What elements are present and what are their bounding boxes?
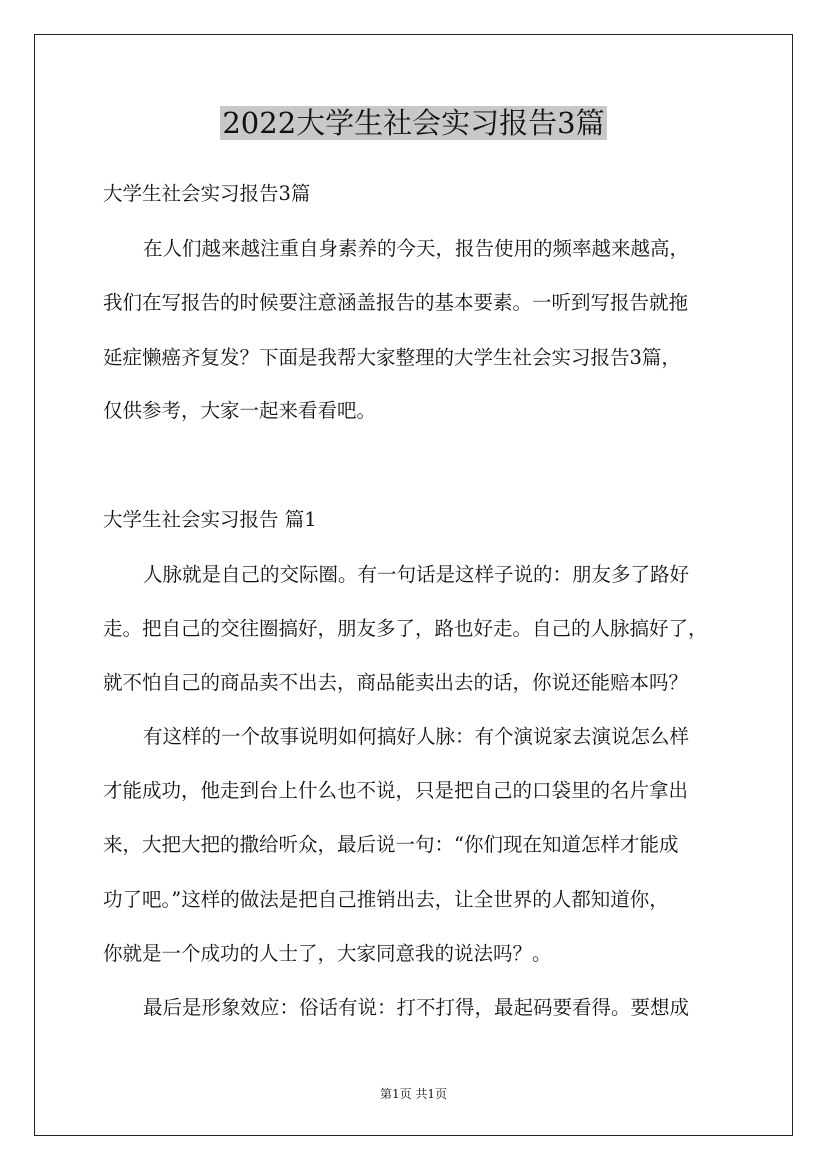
intro-line: 我们在写报告的时候要注意涵盖报告的基本要素。一听到写报告就拖 (103, 291, 689, 314)
paragraph-line: 你就是一个成功的人士了，大家同意我的说法吗？。 (103, 942, 552, 965)
section-heading: 大学生社会实习报告 篇1 (103, 508, 317, 531)
paragraph-line: 来，大把大把的撒给听众，最后说一句：“你们现在知道怎样才能成 (103, 833, 679, 856)
intro-line: 延症懒癌齐复发？下面是我帮大家整理的大学生社会实习报告3篇， (103, 346, 681, 369)
document-title-text: 2022大学生社会实习报告3篇 (222, 106, 605, 140)
document-subtitle: 大学生社会实习报告3篇 (103, 182, 311, 205)
paragraph-line: 功了吧。”这样的做法是把自己推销出去，让全世界的人都知道你， (103, 888, 669, 911)
paragraph-line: 走。把自己的交往圈搞好，朋友多了，路也好走。自己的人脉搞好了， (103, 617, 708, 640)
paragraph-line: 有这样的一个故事说明如何搞好人脉：有个演说家去演说怎么样 (143, 725, 690, 748)
paragraph-line: 就不怕自己的商品卖不出去，商品能卖出去的话，你说还能赔本吗？ (103, 671, 689, 694)
document-title (0, 104, 827, 142)
paragraph-line: 最后是形象效应：俗话有说：打不打得，最起码要看得。要想成 (143, 996, 690, 1019)
paragraph-line: 人脉就是自己的交际圈。有一句话是这样子说的：朋友多了路好 (143, 563, 690, 586)
intro-line: 在人们越来越注重自身素养的今天，报告使用的频率越来越高， (143, 237, 690, 260)
intro-line: 仅供参考，大家一起来看看吧。 (103, 399, 377, 422)
page-footer: 第1页 共1页 (379, 1087, 448, 1101)
paragraph-line: 才能成功，他走到台上什么也不说，只是把自己的口袋里的名片拿出 (103, 779, 689, 802)
